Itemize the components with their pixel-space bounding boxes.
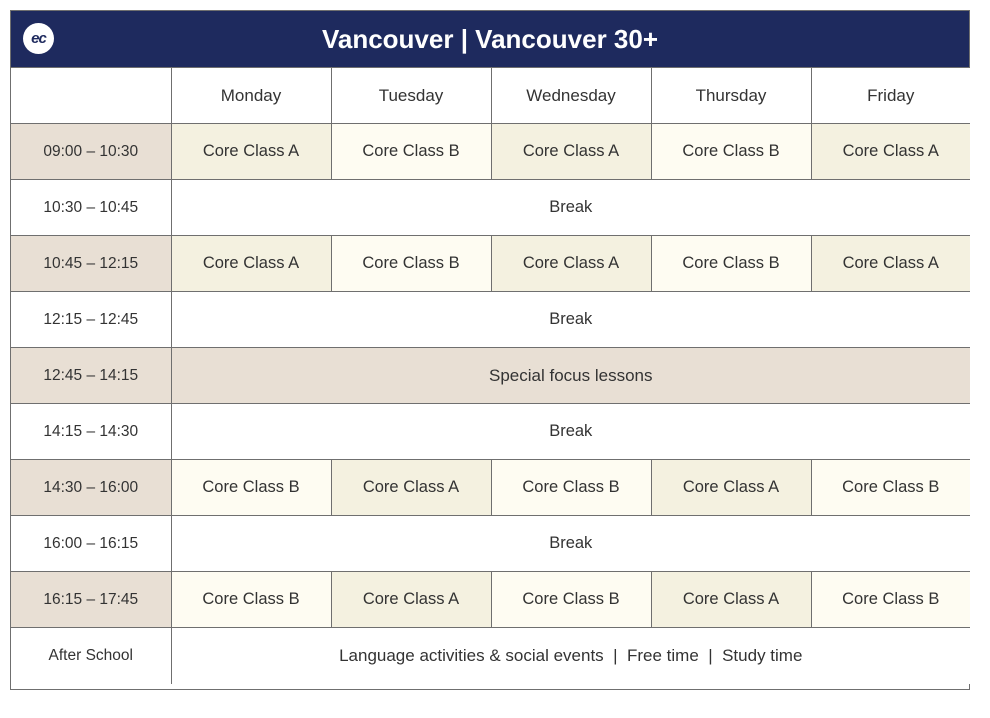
table-row [11,628,970,684]
day-header-row [11,68,970,124]
class-cell: Core Class B [491,460,651,516]
class-cell: Core Class A [171,236,331,292]
time-slot: 14:30 – 16:00 [11,460,171,516]
day-header-friday: Friday [811,68,970,124]
class-cell: Core Class A [811,124,970,180]
timetable-header [11,11,969,68]
time-slot: 12:15 – 12:45 [11,292,171,348]
timetable-title: Vancouver | Vancouver 30+ [321,24,659,54]
class-cell: Core Class B [331,124,491,180]
class-cell: Core Class A [331,460,491,516]
time-slot: 14:15 – 14:30 [11,404,171,460]
break-cell: Break [171,516,970,572]
day-header-monday: Monday [171,68,331,124]
class-cell: Core Class B [171,572,331,628]
class-cell: Core Class A [171,124,331,180]
table-row [11,292,970,348]
class-cell: Core Class A [331,572,491,628]
time-slot: 09:00 – 10:30 [11,124,171,180]
class-cell: Core Class A [491,124,651,180]
time-slot: After School [11,628,171,684]
table-row [11,236,970,292]
day-header-thursday: Thursday [651,68,811,124]
table-row [11,404,970,460]
table-row [11,572,970,628]
class-cell: Core Class B [491,572,651,628]
class-cell: Core Class A [651,572,811,628]
class-cell: Core Class B [651,236,811,292]
corner-cell [11,68,171,124]
class-cell: Core Class A [811,236,970,292]
table-row [11,460,970,516]
table-row [11,124,970,180]
schedule-table [11,67,970,684]
break-cell: Break [171,404,970,460]
after-school-cell: Language activities & social events | Free time | Study time [171,628,970,684]
timetable-frame [10,10,970,690]
table-row [11,348,970,404]
class-cell: Core Class B [651,124,811,180]
class-cell: Core Class A [491,236,651,292]
class-cell: Core Class A [651,460,811,516]
class-cell: Core Class B [811,572,970,628]
time-slot: 12:45 – 14:15 [11,348,171,404]
table-row [11,180,970,236]
class-cell: Core Class B [811,460,970,516]
table-row [11,516,970,572]
class-cell: Core Class B [171,460,331,516]
break-cell: Break [171,180,970,236]
special-focus-cell: Special focus lessons [171,348,970,404]
time-slot: 10:45 – 12:15 [11,236,171,292]
ec-logo: ec [23,23,54,54]
class-cell: Core Class B [331,236,491,292]
break-cell: Break [171,292,970,348]
day-header-wednesday: Wednesday [491,68,651,124]
day-header-tuesday: Tuesday [331,68,491,124]
time-slot: 16:15 – 17:45 [11,572,171,628]
time-slot: 16:00 – 16:15 [11,516,171,572]
time-slot: 10:30 – 10:45 [11,180,171,236]
